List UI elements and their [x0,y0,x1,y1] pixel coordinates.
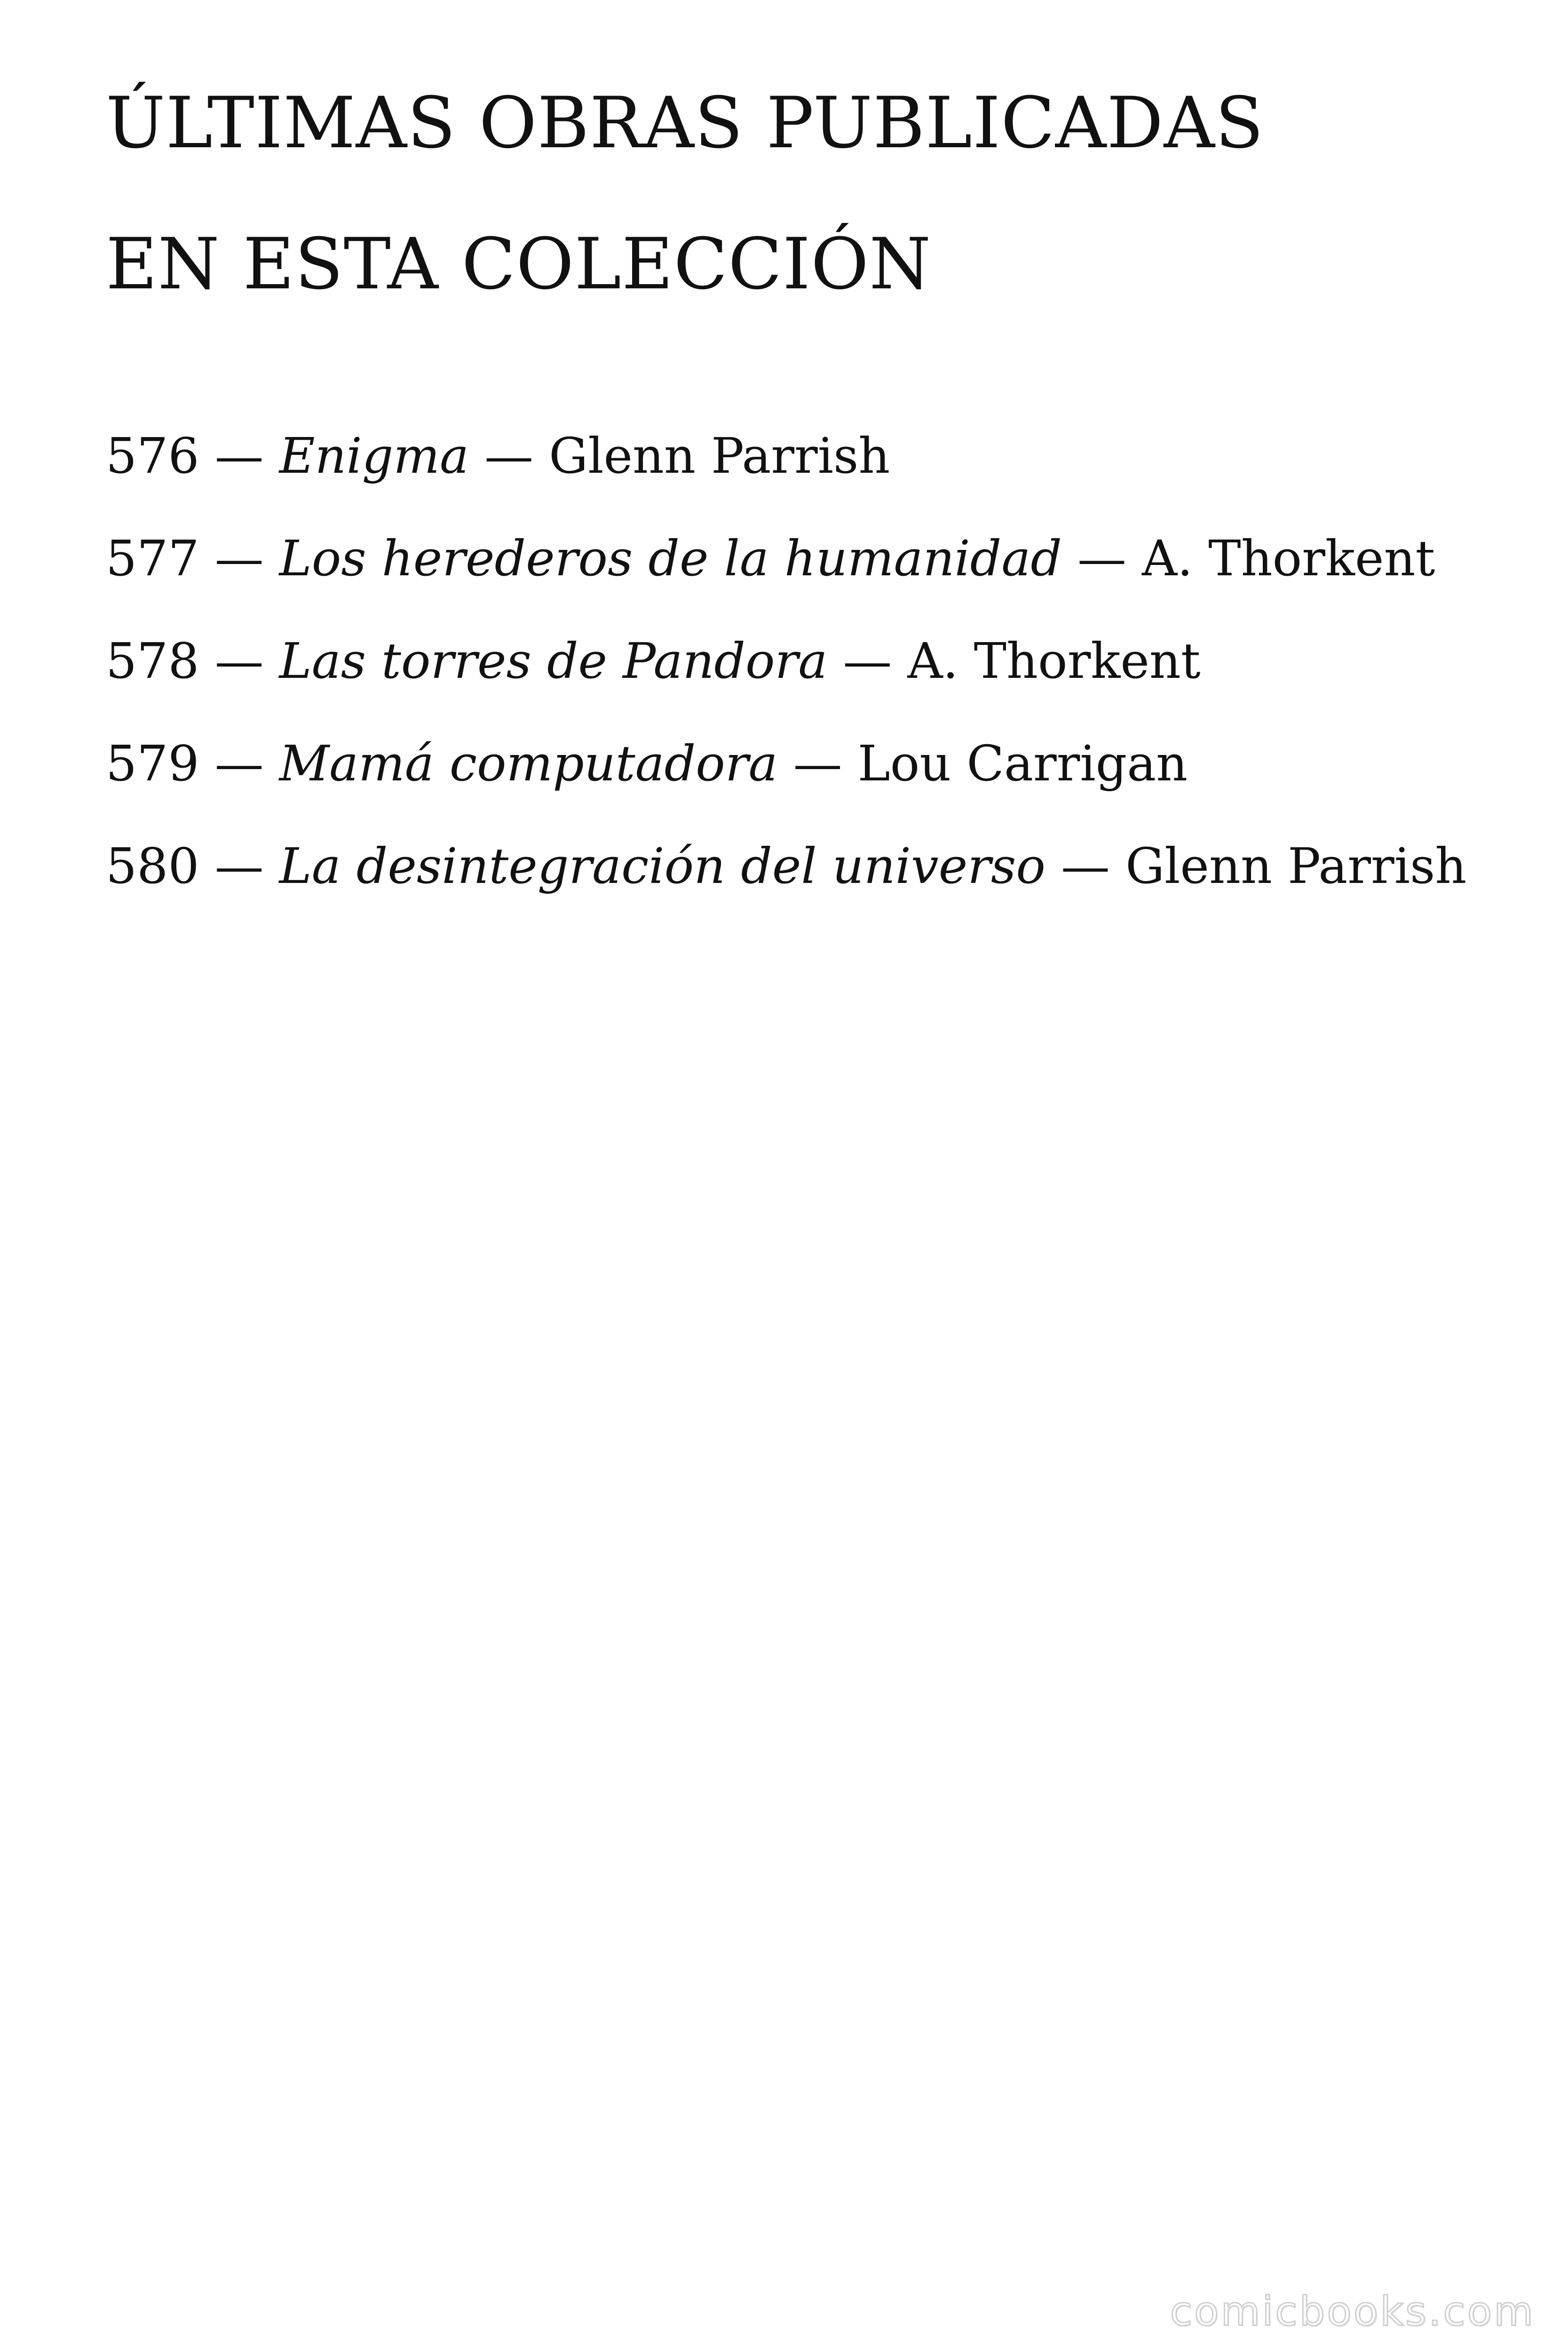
separator: — [843,632,892,690]
work-title: La desintegración del universo [279,837,1045,895]
work-number: 579 [106,735,199,792]
heading-line-1: ÚLTIMAS OBRAS PUBLICADAS [106,82,1264,164]
separator: — [484,427,534,485]
separator: — [214,837,264,895]
separator: — [214,735,264,792]
work-author: Lou Carrigan [857,735,1188,792]
work-author: Glenn Parrish [549,427,890,485]
work-author: A. Thorkent [907,632,1201,690]
heading-line-2: EN ESTA COLECCIÓN [106,223,932,305]
work-entry [106,405,1493,507]
separator: — [1077,530,1126,587]
work-author: Glenn Parrish [1125,837,1467,895]
work-number: 580 [106,837,199,895]
separator: — [214,427,264,485]
work-number: 577 [106,530,199,587]
work-title: Los herederos de la humanidad [279,530,1062,587]
work-title: Enigma [279,427,469,485]
separator: — [1061,837,1110,895]
works-list [106,405,1493,917]
work-title: Las torres de Pandora [279,632,828,690]
work-entry [106,507,1493,610]
work-number: 578 [106,632,199,690]
work-entry [106,610,1493,712]
page-heading [106,53,1470,335]
separator: — [214,530,264,587]
work-author: A. Thorkent [1142,530,1435,587]
work-entry [106,712,1493,815]
separator: — [214,632,264,690]
work-title: Mamá computadora [279,735,778,792]
work-entry [106,815,1493,917]
work-number: 576 [106,427,199,485]
watermark: comicbooks.com [1170,2288,1535,2335]
separator: — [793,735,842,792]
